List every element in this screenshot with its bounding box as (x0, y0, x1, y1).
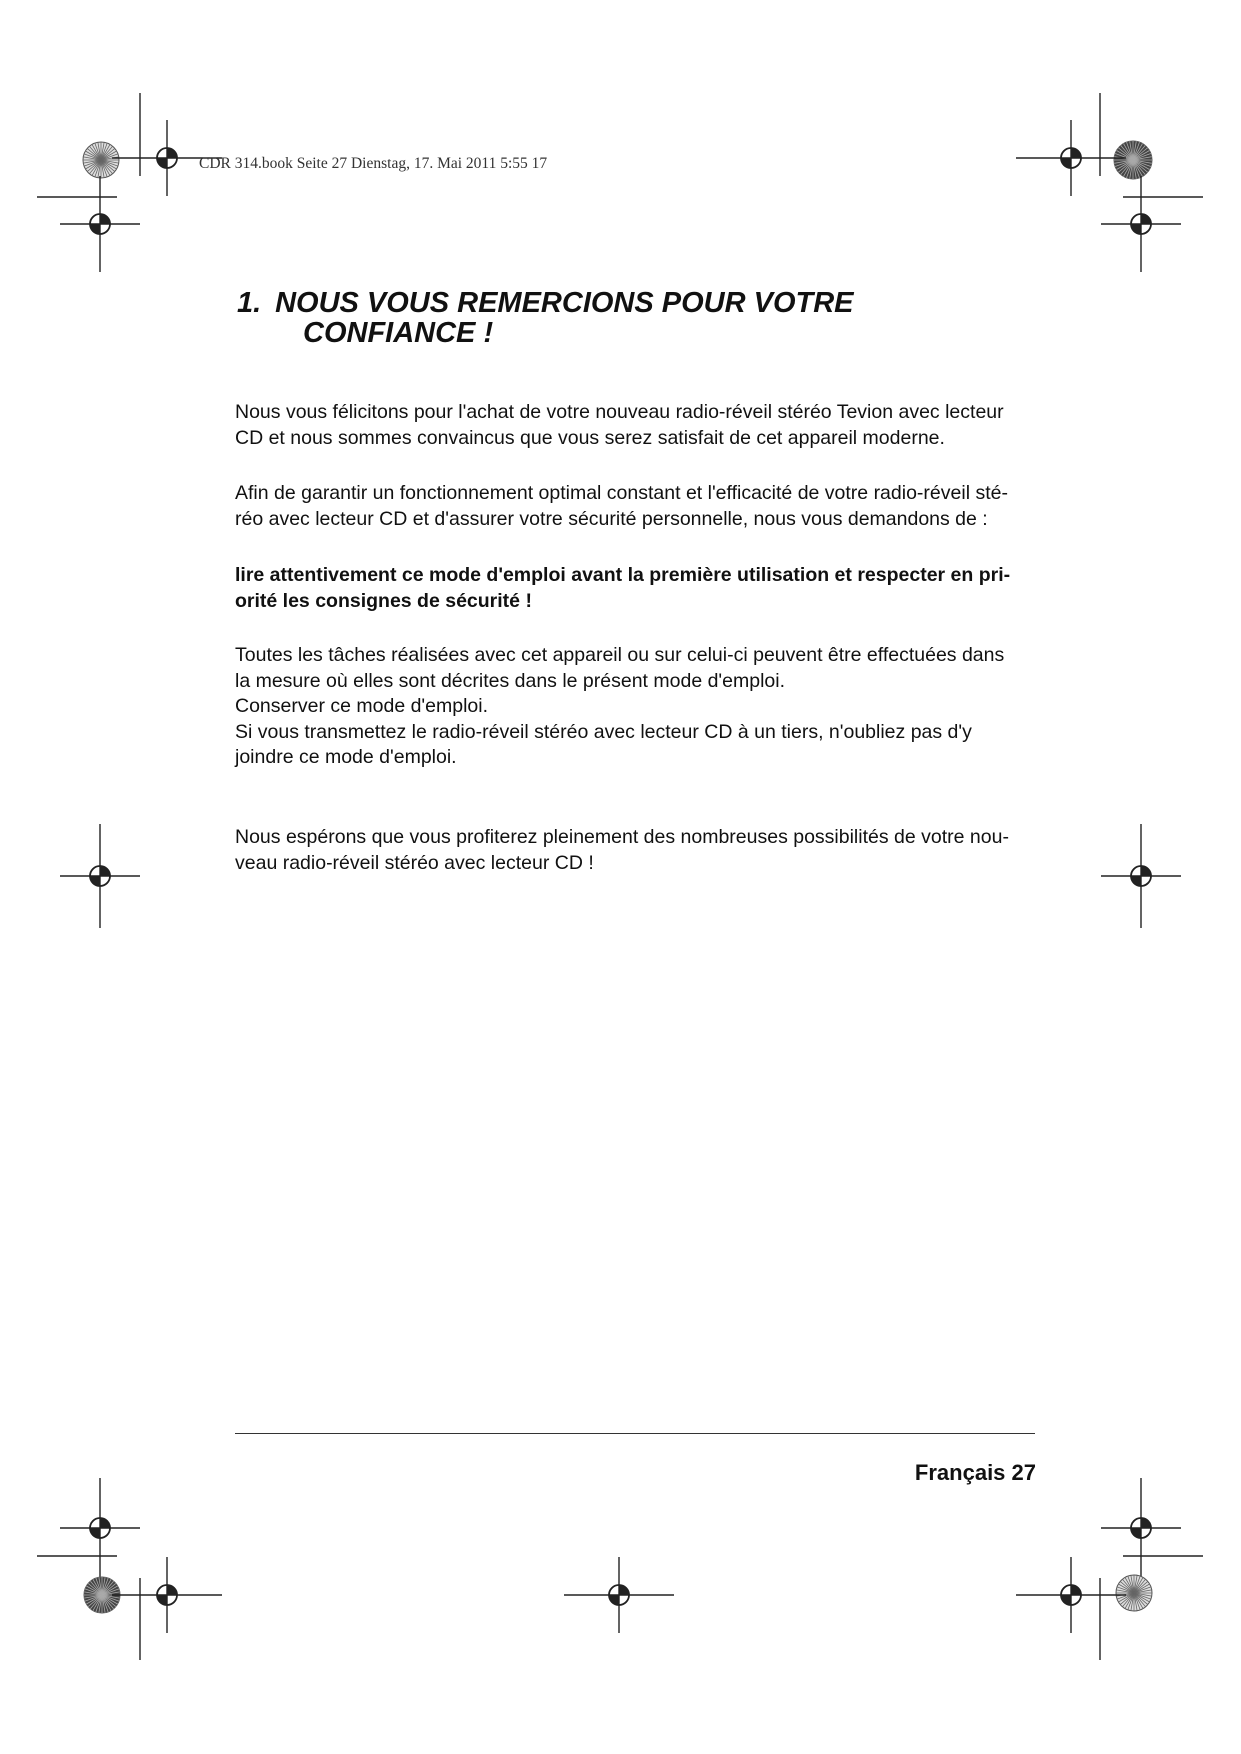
color-target-icon (1114, 141, 1152, 179)
registration-mark-icon (60, 176, 140, 272)
registration-mark-icon (564, 1557, 674, 1633)
title-line-1: NOUS VOUS REMERCIONS POUR VOTRE (275, 287, 854, 319)
closing-paragraph (235, 825, 1045, 876)
section-number: 1. (237, 287, 262, 319)
registration-mark-icon (1016, 1557, 1126, 1633)
intro-paragraph (235, 400, 1045, 451)
title-line-2: CONFIANCE ! (303, 317, 494, 349)
text-line: réo avec lecteur CD et d'assurer votre sécurité personnelle, nous vous demandons de : (235, 507, 988, 530)
registration-mark-icon (112, 1557, 222, 1633)
registration-mark-icon (60, 1478, 140, 1578)
registration-mark-icon (1101, 176, 1181, 272)
registration-mark-icon (60, 824, 140, 928)
page-title (237, 288, 854, 348)
text-line: Nous espérons que vous profiterez pleinement des nombreuses possibilités de votre nou- (235, 826, 1009, 848)
footer-divider (235, 1433, 1035, 1434)
registration-mark-icon (1016, 120, 1126, 196)
registration-mark-icon (1101, 824, 1181, 928)
registration-mark-icon (1101, 1478, 1181, 1578)
color-target-icon (1116, 1575, 1152, 1611)
print-header-stamp: CDR 314.book Seite 27 Dienstag, 17. Mai 2011 5:55 17 (199, 155, 548, 172)
text-line: veau radio-réveil stéréo avec lecteur CD ! (235, 851, 594, 874)
text-line: la mesure où elles sont décrites dans le présent mode d'emploi. (235, 669, 786, 692)
page-footer: Français 27 (914, 1460, 1036, 1485)
purpose-paragraph (235, 481, 1045, 532)
text-line: lire attentivement ce mode d'emploi avant la première utilisation et respecter en pri- (235, 564, 1011, 586)
text-line: orité les consignes de sécurité ! (235, 589, 532, 612)
usage-paragraph (235, 643, 1045, 771)
text-line: Toutes les tâches réalisées avec cet appareil ou sur celui-ci peuvent être effectuées dans (235, 644, 1005, 666)
text-line: Afin de garantir un fonctionnement optimal constant et l'efficacité de votre radio-réveil sté- (235, 482, 1008, 504)
text-line: joindre ce mode d'emploi. (235, 746, 457, 768)
text-line: CD et nous sommes convaincus que vous serez satisfait de cet appareil moderne. (235, 426, 945, 449)
color-target-icon (83, 142, 119, 178)
text-line: Nous vous félicitons pour l'achat de votre nouveau radio-réveil stéréo Tevion avec lecteur (235, 401, 1004, 423)
text-line: Si vous transmettez le radio-réveil stéréo avec lecteur CD à un tiers, n'oubliez pas d'y (235, 720, 972, 743)
safety-instruction (235, 563, 1045, 614)
text-line: Conserver ce mode d'emploi. (235, 695, 489, 717)
